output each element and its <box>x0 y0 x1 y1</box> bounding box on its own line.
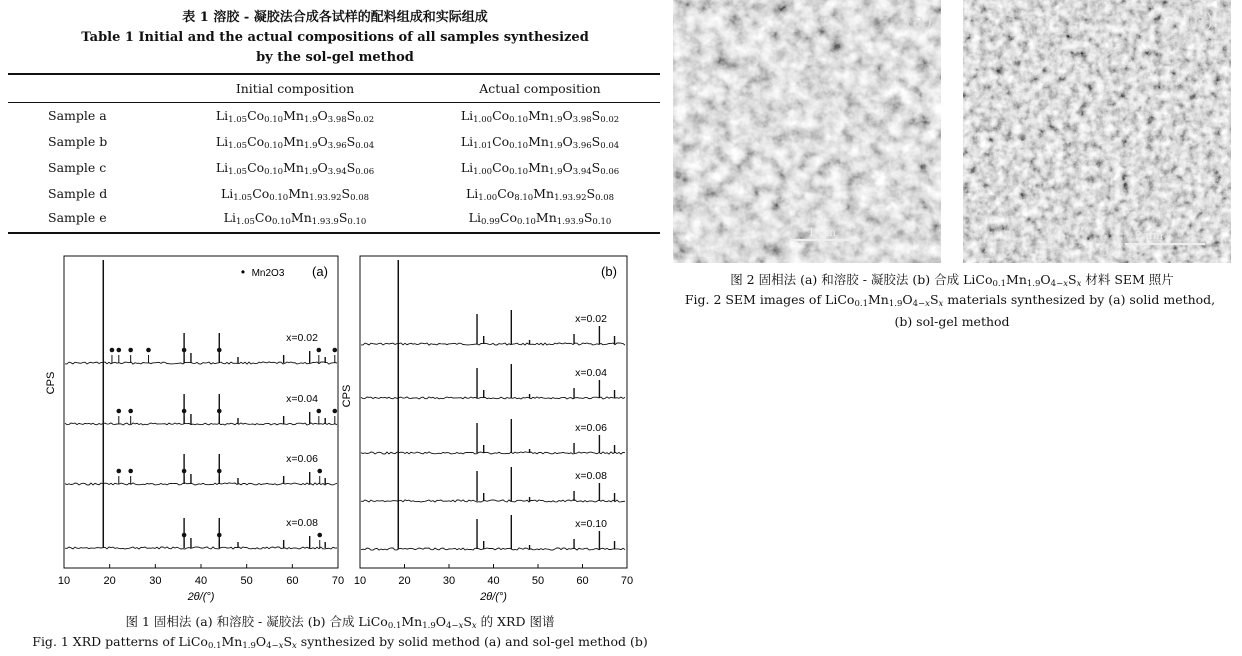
y-axis-label: CPS <box>341 384 353 408</box>
xrd-trace <box>65 362 337 364</box>
impurity-marker <box>217 533 222 538</box>
table-cell-initial: $Li_{1.05}Co_{0.10}Mn_{1.9}O_{3.96}S_{0.04}$ <box>215 134 375 151</box>
x-tick-label: 70 <box>620 575 634 587</box>
x-tick-label: 10 <box>353 575 367 587</box>
impurity-marker <box>117 469 122 474</box>
impurity-marker <box>317 409 322 414</box>
x-axis-label: 2θ/(°) <box>480 591 507 603</box>
x-tick-label: 30 <box>442 575 456 587</box>
impurity-marker <box>217 409 222 414</box>
series-label: x=0.10 <box>575 518 607 530</box>
x-tick-label: 50 <box>240 575 253 587</box>
table-cell-actual: $Li_{1.00}Co_{0.10}Mn_{1.9}O_{3.98}S_{0.02}$ <box>460 108 620 125</box>
impurity-marker <box>317 469 322 474</box>
impurity-marker <box>182 409 187 414</box>
table-header-rule <box>8 102 660 103</box>
y-axis-label: CPS <box>45 371 57 395</box>
table-cell-sample: Sample c <box>48 160 107 175</box>
sem-caption-cn: 图 2 固相法 (a) 和溶胶 - 凝胶法 (b) 合成 $LiCo_{0.1}Mn_{1.9}O_{4-x}S_x$ 材料 SEM 照片 <box>730 272 1174 289</box>
table-cell-sample: Sample b <box>48 134 108 149</box>
xrd-trace <box>361 500 625 502</box>
xrd-trace <box>361 397 625 399</box>
x-axis-label: 2θ/(°) <box>187 591 215 603</box>
impurity-marker <box>333 348 338 353</box>
table-cell-actual: $Li_{1.00}Co_{8.10}Mn_{1.93.92}S_{0.08}$ <box>465 186 615 203</box>
impurity-marker <box>317 348 322 353</box>
x-tick-label: 60 <box>576 575 589 587</box>
impurity-marker <box>217 469 222 474</box>
table-title-en-cont: by the sol-gel method <box>256 50 414 65</box>
sem-label-a: (a) <box>905 8 933 32</box>
x-tick-label: 50 <box>531 575 545 587</box>
series-label: x=0.04 <box>575 367 607 379</box>
table-cell-sample: Sample e <box>48 210 107 225</box>
xrd-trace <box>361 343 625 345</box>
impurity-marker <box>317 533 322 538</box>
table-cell-initial: $Li_{1.05}Co_{0.10}Mn_{1.93.9}S_{0.10}$ <box>223 210 367 227</box>
column-header-actual: Actual composition <box>479 81 601 96</box>
impurity-marker <box>182 533 187 538</box>
table-cell-initial: $Li_{1.05}Co_{0.10}Mn_{1.9}O_{3.94}S_{0.06}$ <box>215 160 375 177</box>
impurity-marker <box>117 409 122 414</box>
xrd-plot-a <box>0 248 345 603</box>
column-header-initial: Initial composition <box>235 81 355 96</box>
sem-caption-en: Fig. 2 SEM images of $LiCo_{0.1}Mn_{1.9}O_{4-x}S_x$ materials synthesized by (a) solid method, <box>684 292 1216 309</box>
xrd-trace <box>361 548 625 550</box>
series-label: x=0.02 <box>575 313 607 325</box>
xrd-plot-b <box>341 248 645 603</box>
table-bottom-rule <box>8 232 660 234</box>
impurity-marker <box>117 348 122 353</box>
table-top-rule <box>8 73 660 75</box>
x-tick-label: 20 <box>398 575 411 587</box>
table-cell-actual: $Li_{1.01}Co_{0.10}Mn_{1.9}O_{3.96}S_{0.04}$ <box>460 134 620 151</box>
impurity-marker <box>128 348 133 353</box>
xrd-trace <box>65 423 337 425</box>
xrd-trace <box>65 547 337 549</box>
table-cell-initial: $Li_{1.05}Co_{0.10}Mn_{1.93.92}S_{0.08}$ <box>220 186 370 203</box>
series-label: x=0.08 <box>575 470 607 482</box>
series-label: x=0.02 <box>286 332 318 344</box>
table-cell-initial: $Li_{1.05}Co_{0.10}Mn_{1.9}O_{3.98}S_{0.02}$ <box>215 108 375 125</box>
table-cell-actual: $Li_{1.00}Co_{0.10}Mn_{1.9}O_{3.94}S_{0.06}$ <box>460 160 620 177</box>
table-title-en: Table 1 Initial and the actual compositions of all samples synthesized <box>81 30 589 45</box>
scalebar-a <box>790 239 860 241</box>
legend-label: Mn2O3 <box>251 268 285 279</box>
xrd-trace <box>65 483 337 485</box>
x-tick-label: 30 <box>149 575 162 587</box>
table-cell-actual: $Li_{0.99}Co_{0.10}Mn_{1.93.9}S_{0.10}$ <box>468 210 612 227</box>
x-tick-label: 40 <box>487 575 500 587</box>
x-tick-label: 70 <box>331 575 345 587</box>
series-label: x=0.06 <box>575 422 607 434</box>
table-title-cn: 表 1 溶胶 - 凝胶法合成各试样的配料组成和实际组成 <box>182 10 488 25</box>
scalebar-label-a: 1 μm <box>808 226 837 239</box>
xrd-caption-en: Fig. 1 XRD patterns of $LiCo_{0.1}Mn_{1.9}O_{4-x}S_x$ synthesized by solid method (a) and sol-gel method (b) <box>32 634 648 651</box>
scalebar-b <box>1125 243 1205 245</box>
panel-label: (a) <box>312 264 328 279</box>
impurity-marker <box>182 469 187 474</box>
sem-image-b <box>963 0 1231 263</box>
impurity-marker <box>128 469 133 474</box>
series-label: x=0.04 <box>286 393 318 405</box>
impurity-marker <box>146 348 151 353</box>
impurity-marker <box>128 409 133 414</box>
impurity-marker <box>333 409 338 414</box>
legend-symbol: • <box>240 265 246 279</box>
x-tick-label: 20 <box>103 575 116 587</box>
sem-image-a <box>673 0 941 263</box>
impurity-marker <box>182 348 187 353</box>
series-label: x=0.08 <box>286 517 318 529</box>
xrd-caption-cn: 图 1 固相法 (a) 和溶胶 - 凝胶法 (b) 合成 $LiCo_{0.1}Mn_{1.9}O_{4-x}S_x$ 的 XRD 图谱 <box>125 614 555 631</box>
table-cell-sample: Sample a <box>48 108 107 123</box>
table-cell-sample: Sample d <box>48 186 108 201</box>
sem-label-b: (b) <box>1185 8 1214 32</box>
impurity-marker <box>217 348 222 353</box>
panel-label: (b) <box>601 264 617 279</box>
series-label: x=0.06 <box>286 453 318 465</box>
impurity-marker <box>110 348 115 353</box>
scalebar-label-b: 2 μm <box>1135 229 1164 242</box>
sem-caption-en-cont: (b) sol-gel method <box>894 314 1010 329</box>
x-tick-label: 60 <box>286 575 299 587</box>
x-tick-label: 10 <box>57 575 71 587</box>
x-tick-label: 40 <box>194 575 208 587</box>
xrd-trace <box>361 452 625 454</box>
